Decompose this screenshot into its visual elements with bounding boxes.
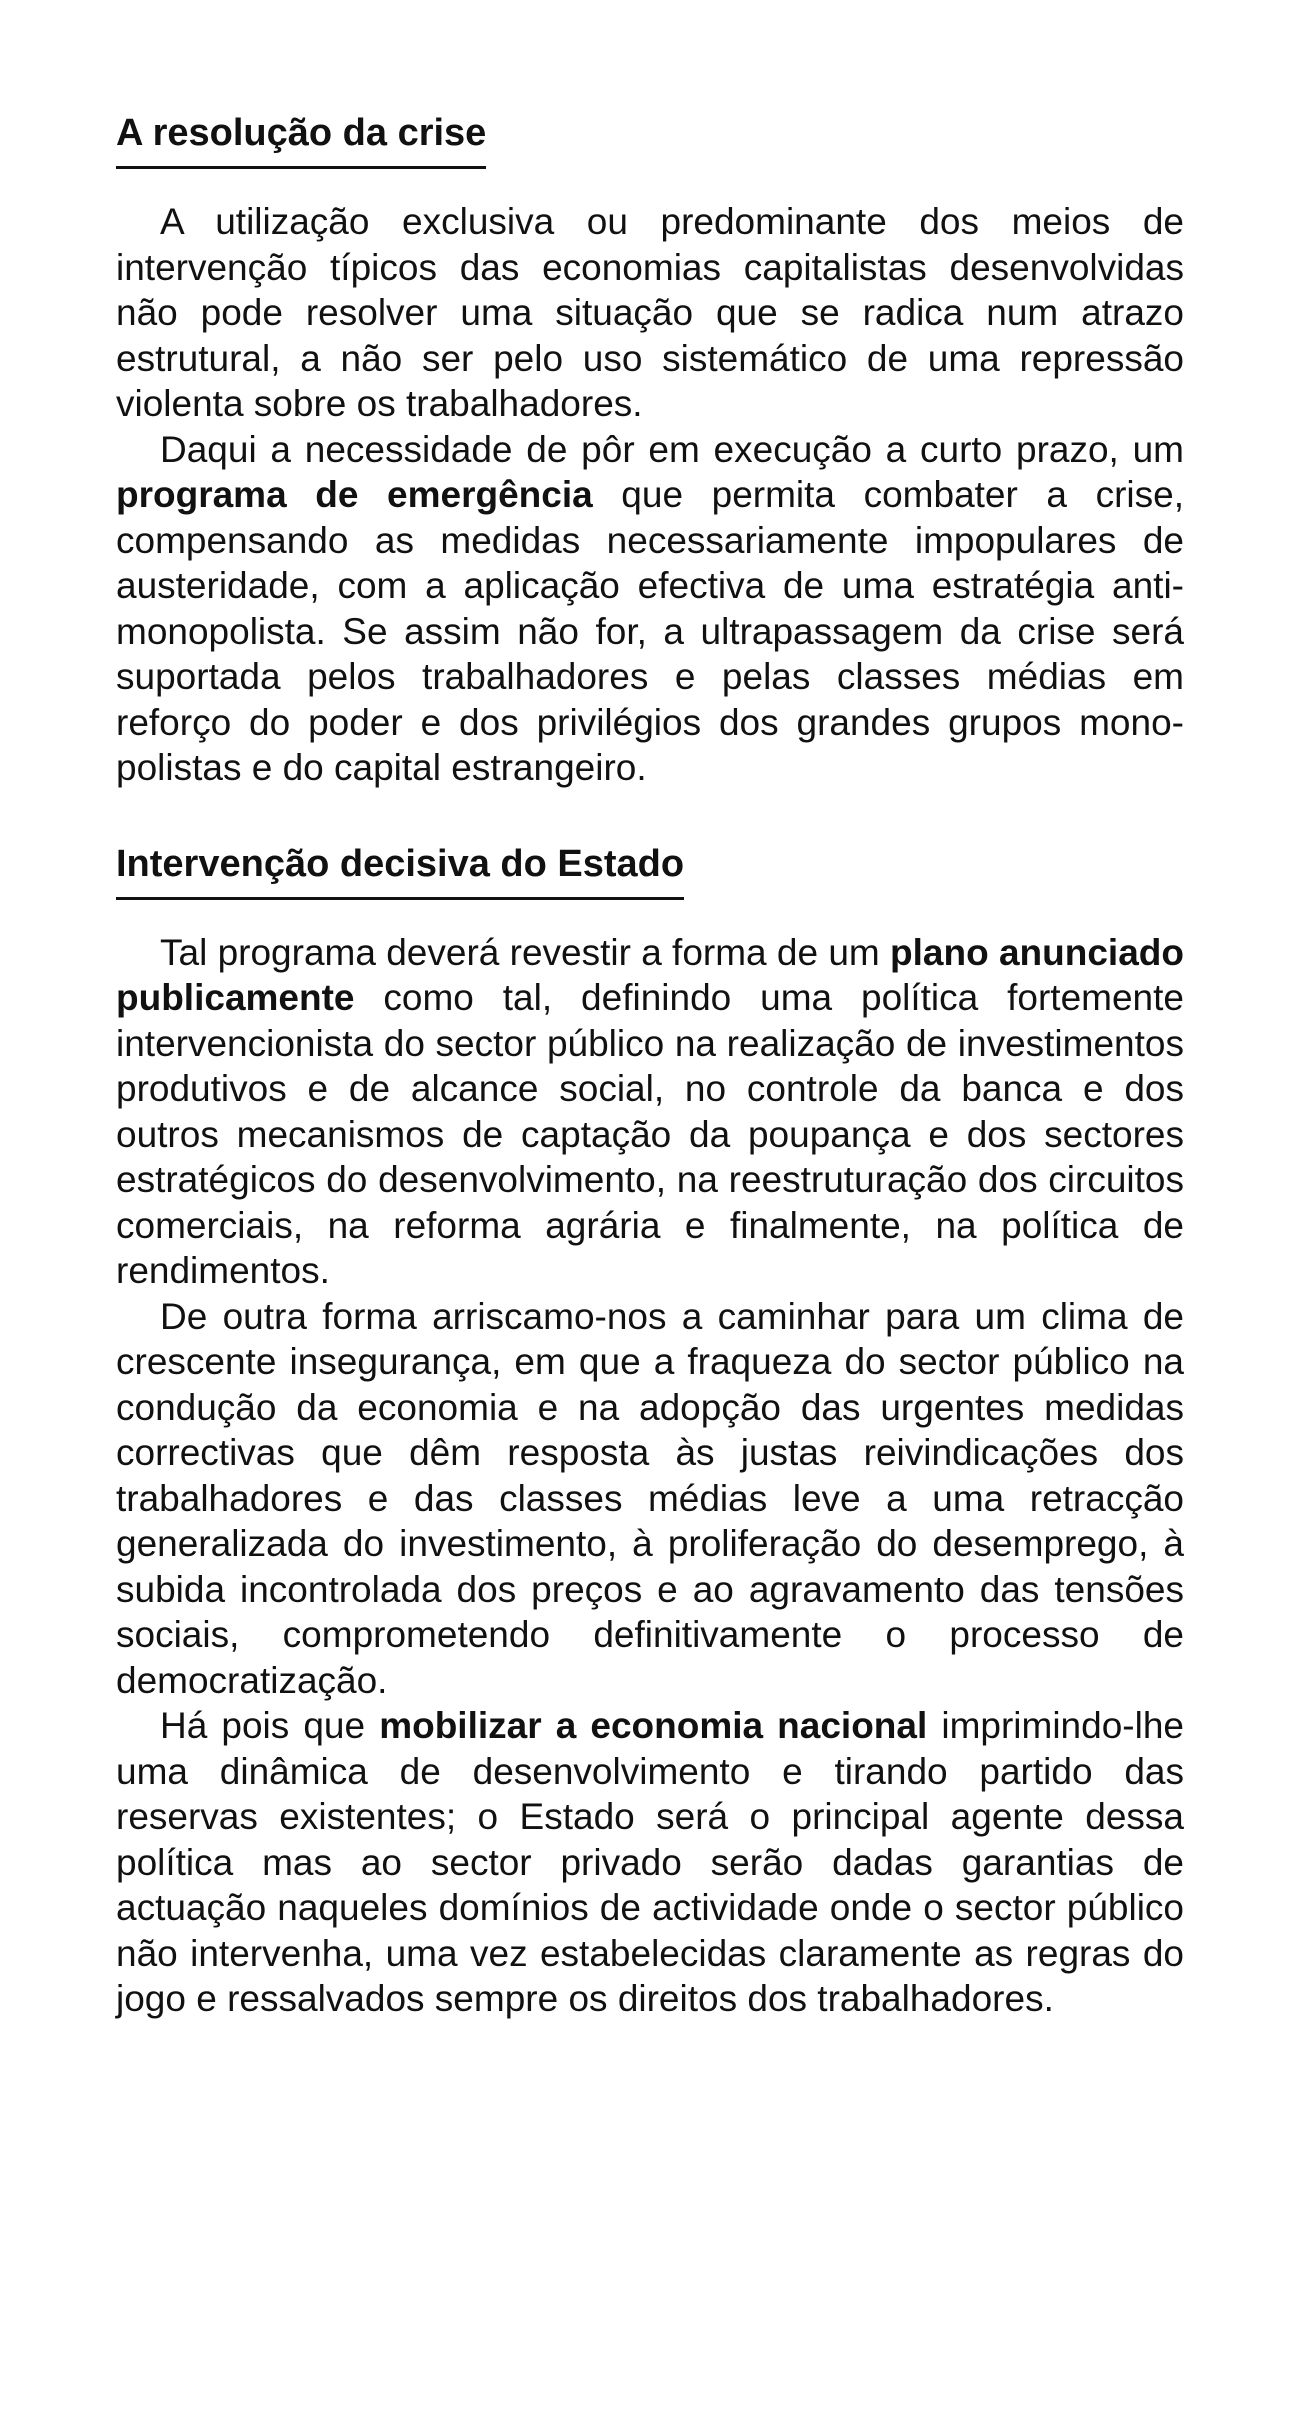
section-heading: Intervenção decisiva do Estado [116, 841, 684, 900]
paragraph [116, 1294, 1184, 1704]
paragraph-text: imprimindo-lhe uma dinâmica de desenvolvimento e tirando partido das reservas existentes; o Estado será o principal agente dessa política mas ao sector privado serão dadas garantias de actuação naqueles domínios de actividade onde o sector público não intervenha, uma vez estabelecidas claramente as regras do jogo e ressalvados sempre os direitos dos trabalhadores. [116, 1705, 1184, 2019]
paragraph [116, 199, 1184, 427]
emphasis-text: plano anunciado publicamente [116, 931, 1184, 1018]
document-page [116, 110, 1184, 2072]
paragraph [116, 1703, 1184, 2022]
emphasis-text: programa de emergência [116, 474, 593, 515]
paragraph-text: Daqui a necessidade de pôr em execução a curto prazo, um [160, 428, 1184, 470]
paragraph-text: A utilização exclusiva ou predominante dos meios de intervenção típicos das economias capitalistas desenvolvidas não pode resolver uma situação que se radica num atrazo estrutural, a não ser pelo uso sistemático de uma repressão violenta sobre os trabalhadores. [116, 201, 1184, 424]
paragraph-text: Há pois que [160, 1705, 380, 1746]
paragraph-text: De outra forma arriscamo-nos a caminhar para um clima de crescente insegurança, em que a fraqueza do sector público na condução da economia e na adopção das urgentes medidas correctivas que dêm resposta às justas reivindicações dos trabalhadores e das classes médias leve a uma retracção generalizada do investimento, à proliferação do desemprego, à subida incontrolada dos preços e ao agravamento das tensões sociais, comprometendo definitivamente o processo de democratização. [116, 1295, 1184, 1701]
paragraph-text: como tal, definindo uma política fortemente intervencionista do sector público na realização de investimentos produtivos e de alcance social, no controle da banca e dos outros mecanismos de captação da poupança e dos sectores estratégicos do desenvolvimento, na reestruturação dos circuitos comerciais, na reforma agrária e finalmente, na política de rendimentos. [116, 977, 1184, 1291]
emphasis-text: mobilizar a economia nacional [379, 1705, 928, 1746]
section-state-intervention [116, 841, 1184, 2022]
paragraph [116, 930, 1184, 1294]
paragraph [116, 427, 1184, 791]
paragraph-text: Tal programa deverá revestir a forma de um [160, 931, 891, 973]
paragraph-text: que permita combater a crise, compensando as medidas necessariamente impopulares de austeridade, com a aplicação efectiva de uma estratégia anti-monopolista. Se assim não for, a ultrapassagem da crise será suportada pelos trabalhadores e pelas classes médias em reforço do poder e dos privilégios dos grandes grupos monopolistas e do capital estrangeiro. [116, 474, 1185, 788]
section-crisis-resolution [116, 110, 1184, 791]
section-heading: A resolução da crise [116, 110, 486, 169]
